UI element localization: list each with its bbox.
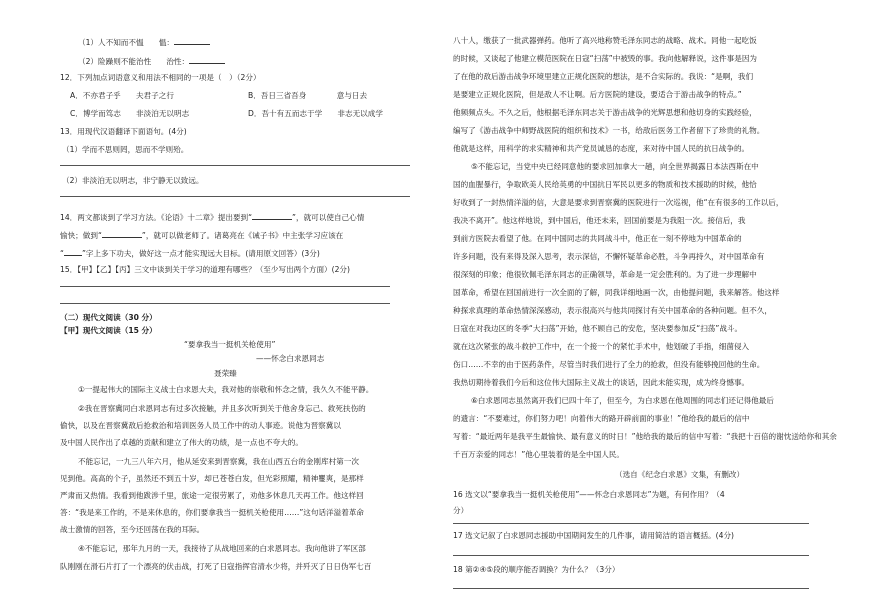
q17-stem: 17 选文记叙了白求恩同志援助中国期间发生的几件事，请用简洁的语言概括。(4分) [453,531,735,540]
paragraph-line: 的遗言：“不要难过，你们努力吧！向着伟大的路开辟前面的事业！”他给我的最后的信中 [453,414,750,423]
paragraph-6: ⑥白求恩同志虽然离开我们已四十年了，但至今，为白求恩在他周围的同志们还记得他最后 [471,396,774,405]
q11-item-1: （1）人不知而不愠 愠： [78,37,210,47]
section-heading: （二）现代文阅读（30 分） [60,313,157,322]
answer-line[interactable] [60,196,410,197]
paragraph-line: 许多问题，没有来得及深入思考，表示深信，不懈怀疑革命必胜，斗争再持久，对中国革命有 [453,252,765,261]
q14-line-1: 14．两文都谈到了学习方法。《论语》十二章》提出要到“ ”，就可以使自己心情 [60,213,365,222]
paragraph-4-cont: 八十人，缴获了一批武器弹药。他听了高兴地称赞毛泽东同志的战略、战术。同他一起吃饭 [453,36,757,45]
answer-line[interactable] [453,588,809,589]
paragraph-line: 编写了《游击战争中师野战医院的组织和技术》一书，给敌后医务工作者留下了珍贵的礼物。 [453,126,765,135]
article-subtitle: ——怀念白求恩同志 [256,354,325,363]
paragraph-3: 不能忘记，一九三八年六月，他从延安来到晋察冀，我在山西五台的金刚库村第一次 [78,457,359,466]
paragraph-4: ④不能忘记，那年九月的一天，我接待了从战地回来的白求恩同志。我向他讲了军区部 [78,544,366,553]
paragraph-line: 我热切期待着我们今后和这位伟大国际主义战士的谈话，因此未能实现，成为终身憾事。 [453,378,750,387]
q12-option-b: B．吾日三省吾身 意与日去 [248,91,368,100]
paragraph-line: 是要建立正规化医院，但是敌人不让啊。后方医院的建设，要适合于游击战争的特点。” [453,90,742,99]
paragraph-line: 的时候，又谈起了他建立模范医院在日寇“扫荡”中被毁的事。我向他解释说，这件事是因为 [453,54,758,63]
paragraph-line: 国的血腥暴行，争取欧美人民给英勇的中国抗日军民以更多的物质和技术援助的时候，他恰 [453,180,757,189]
paragraph-line: 种探求真理的革命热情深深感动，表示很高兴与他共同探讨有关中国革命的各种问题。但不久， [453,306,772,315]
q16-stem-cont: 分） [453,506,469,515]
q12-stem: 12．下列加点词语意义和用法不相同的一项是（ ）（2分） [60,73,261,82]
q12-option-d: D．吾十有五而志于学 非志无以成学 [248,109,383,118]
q12-option-c: C．博学而笃志 非淡泊无以明志 [70,109,190,118]
answer-line[interactable] [453,523,809,524]
paragraph-4-line: 队刚刚在滑石片打了一个漂亮的伏击战，打死了日寇指挥官清水少将，并歼灭了日日伪军七百 [60,562,372,571]
article-author: 聂荣臻 [214,369,237,378]
q13-stem: 13．用现代汉语翻译下面语句。(4分) [60,127,187,136]
paragraph-line: 千百万亲爱的同志！”他心里装着的是全中国人民。 [453,450,624,459]
paragraph-line: 了在他的敌后游击战争环境里建立正规化医院的想法，是不合实际的。我说：“是啊，我们 [453,72,754,81]
paragraph-3-line: 严肃而又热情。我看到他跋涉千里，旅途一定很劳累了，劝他多休息几天再工作。他这样回 [60,491,364,500]
answer-line[interactable] [60,286,390,287]
paragraph-line: 写着：“最近两年是我平生最愉快、最有意义的时日！”他给我的最后的信中写着：“我把十百倍的谢忱送给你和其余 [453,432,837,441]
paragraph-line: 到前方医院去看望了他。在同中国同志的共同战斗中，他正在一刻不停地为中国革命的 [453,234,742,243]
answer-line[interactable] [60,165,410,166]
paragraph-line: 我决不离开”。他这样地说，到中国后，他还未来，回国前要是为我阻一次。接信后，我 [453,216,746,225]
paragraph-line: 就在这次紧张的战斗救护工作中，在一个接一个的紧忙手术中，他划破了手指，细菌侵入 [453,342,750,351]
answer-line[interactable] [453,555,809,556]
paragraph-3-line: 见到他。高高的个子，虽然还不到五十岁，却已苍苍白发，但光彩照耀，精神矍爽，是那样 [60,474,364,483]
source-note: （选自《纪念白求恩》文集，有删改） [615,470,745,479]
q14-line-2: 愉快；做到“ ”，就可以做老师了。诸葛亮在《诫子书》中主张学习应该在 [60,231,344,240]
paragraph-3-line: 战士激情的回答，至今还回荡在我的耳际。 [60,525,205,534]
paragraph-line: 国革命，希望在回国前进行一次全面的了解，同我详细地画一次，由他提问题，我来解答。他这样 [453,288,780,297]
paragraph-line: 他就是这样，用科学的求实精神和共产党员诚恳的态度，来对待中国人民的抗日战争的。 [453,144,750,153]
q18-stem: 18 第②④⑤段的顺序能否调换？为什么？（3分） [453,565,620,574]
article-title: “要拿我当一挺机关枪使用” [184,340,276,349]
paragraph-2-line: 偷快，以及在晋察冀敌后抢救治和培训医务人员工作中的动人事迹。说他为晋察冀以 [60,421,341,430]
paragraph-line: 日寇在对我边区的冬季“大扫荡”开始，他不顾自己的安危，坚决要参加反“扫荡”战斗。 [453,324,743,333]
paragraph-5: ⑤不能忘记，当党中央已经同意他的要求回加拿大一趟，向全世界揭露日本法西斯在中 [471,162,759,171]
paragraph-line: 他频频点头。不久之后，他根据毛泽东同志关于游击战争的光辉思想和他切身的实践经验， [453,108,757,117]
q13-item-1: （1）学而不思则罔，思而不学则殆。 [62,145,189,154]
q11-item-2: （2）险躁则不能治性 治性： [78,56,225,66]
q15-stem: 15．【甲】【乙】【丙】三文中谈到关于学习的道理有哪些？（至少写出两个方面）(2分) [60,265,350,274]
paragraph-1: ①一提起伟大的国际主义战士白求恩大夫，我对他的崇敬和怀念之情，我久久不能平静。 [78,385,374,394]
paragraph-2: ②我在晋察冀同白求恩同志有过多次接触，并且多次听到关于他舍身忘己、救死扶伤的 [78,404,366,413]
answer-line[interactable] [60,303,390,304]
q13-item-2: （2）非淡泊无以明志，非宁静无以致远。 [62,176,204,185]
paragraph-line: 很深刻的印象；他很钦佩毛泽东同志的正确领导，革命是一定会胜利的。为了进一步理解中 [453,270,757,279]
q16-stem: 16 选文以“要拿我当一挺机关枪使用”——怀念白求恩同志”为题，有何作用？（4 [453,490,725,499]
paragraph-line: 好收到了一封热情洋溢的信，大意是要求到晋察冀的医院进行一次巡视，他“在有很多的工作以后， [453,198,784,207]
paragraph-line: 伤口……不幸的由于医药条件，尽管当时我们进行了全力的抢救，但没有能够挽回他的生命。 [453,360,765,369]
q12-option-a: A．不亦君子乎 夫君子之行 [70,91,174,100]
q14-line-3: “ ”字上多下功夫，做好这一点才能实现远大目标。(请用原文回答）(3分) [60,249,320,258]
paragraph-2-line: 及中国人民作出了卓越的贡献和建立了伟大的功绩，是一点也不夸大的。 [60,438,303,447]
paragraph-3-line: 答：“我是来工作的，不是来休息的，你们要拿我当一挺机关枪使用……”这句话洋溢着革命 [60,508,365,517]
subsection-heading: 【甲】现代文阅读（15 分） [60,326,157,335]
